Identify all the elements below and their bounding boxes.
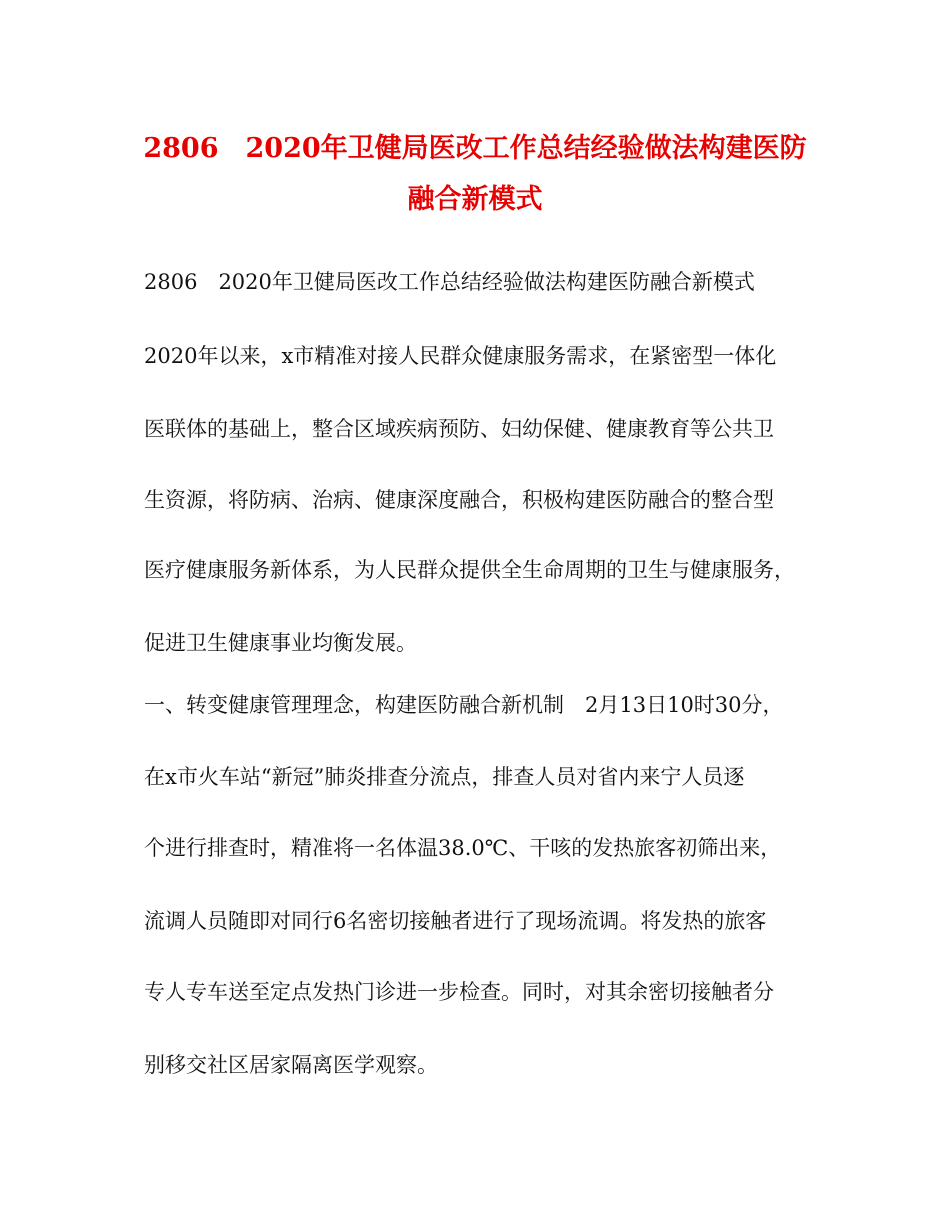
- body-line-4: 生资源，将防病、治病、健康深度融合，积极构建医防融合的整合型: [144, 488, 774, 512]
- document-title-line-1: 2806 2020年卫健局医改工作总结经验做法构建医防: [143, 133, 807, 164]
- body-line-8: 在x市火车站“新冠”肺炎排查分流点，排查人员对省内来宁人员逐: [144, 765, 745, 789]
- body-line-9: 个进行排查时，精准将一名体温38.0℃、干咳的发热旅客初筛出来，: [144, 836, 782, 860]
- body-line-1: 2806 2020年卫健局医改工作总结经验做法构建医防融合新模式: [144, 270, 755, 294]
- body-line-12: 别移交社区居家隔离医学观察。: [144, 1053, 438, 1077]
- body-line-11: 专人专车送至定点发热门诊进一步检查。同时，对其余密切接触者分: [144, 980, 774, 1004]
- body-line-3: 医联体的基础上，整合区域疾病预防、妇幼保健、健康教育等公共卫: [144, 417, 774, 441]
- body-line-6: 促进卫生健康事业均衡发展。: [144, 631, 417, 655]
- body-line-10: 流调人员随即对同行6名密切接触者进行了现场流调。将发热的旅客: [144, 909, 767, 933]
- body-line-2: 2020年以来，x市精准对接人民群众健康服务需求，在紧密型一体化: [144, 344, 777, 368]
- body-line-7: 一、转变健康管理理念，构建医防融合新机制 2月13日10时30分，: [144, 693, 784, 717]
- document-title-line-2: 融合新模式: [407, 184, 543, 215]
- body-line-5: 医疗健康服务新体系，为人民群众提供全生命周期的卫生与健康服务，: [144, 558, 795, 582]
